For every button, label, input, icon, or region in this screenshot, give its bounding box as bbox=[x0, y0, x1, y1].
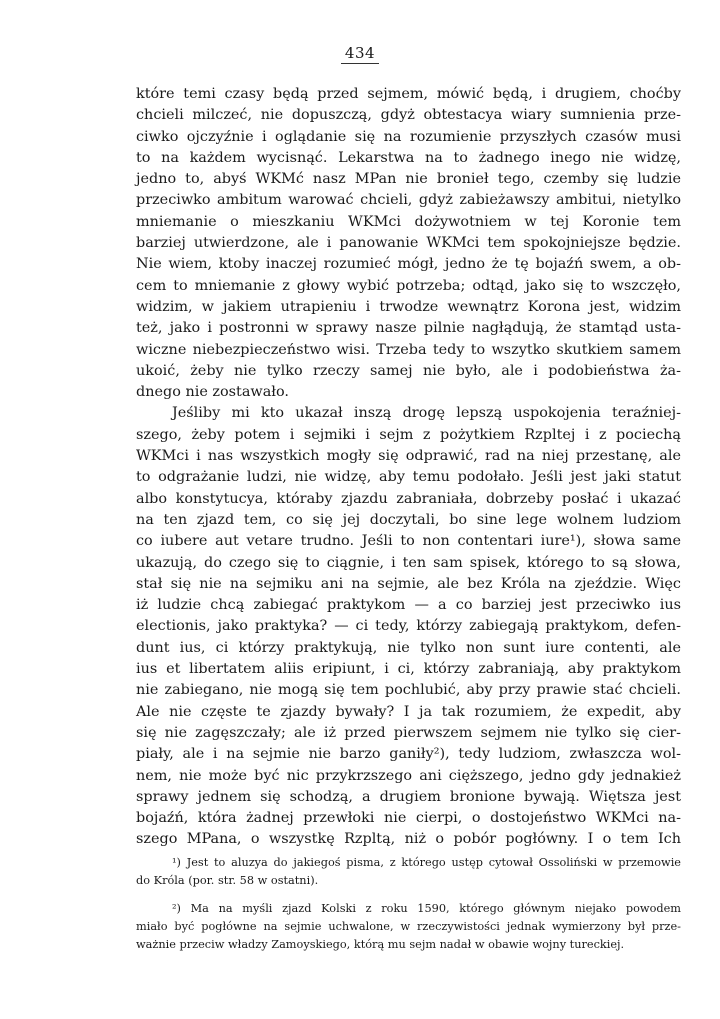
page-number bbox=[0, 44, 720, 64]
text-line: cem to mniemanie z głowy wybić potrzeba; odtąd, jako się to wszczęło, bbox=[136, 277, 681, 294]
footnote-1: ¹) Jest to aluzya do jakiegoś pisma, z którego ustęp cytował Ossoliński w przemowie bbox=[172, 856, 681, 869]
text-line: albo konstytucya, któraby zjazdu zabraniała, dobrzeby posłać i ukazać bbox=[136, 490, 681, 507]
text-line: barziej utwierdzone, ale i panowanie WKMci tem spokojniejsze będzie. bbox=[136, 235, 681, 252]
text-line: ukoić, żeby nie tylko rzeczy samej nie było, ale i podobieństwa ża- bbox=[136, 362, 681, 379]
text-line: dunt ius, ci którzy praktykują, nie tylko non sunt iure contenti, ale bbox=[136, 639, 681, 656]
text-line: stał się nie na sejmiku ani na sejmie, ale bez Króla na zjeździe. Więc bbox=[136, 575, 681, 592]
text-line: się nie zagęszczały; ale iż przed pierwszem sejmem nie tylko się cier- bbox=[136, 724, 681, 741]
text-line: wiczne niebezpieczeństwo wisi. Trzeba tedy to wszytko skutkiem samem bbox=[136, 341, 681, 358]
text-line: sprawy jednem się schodzą, a drugiem bronione bywają. Więtsza jest bbox=[136, 788, 681, 805]
text-line: które temi czasy będą przed sejmem, mówić będą, i drugiem, choćby bbox=[136, 86, 681, 102]
footnote-2-continuation: miało być pogłówne na sejmie uchwalone, w rzeczywistości jednak wymierzony był prze- bbox=[136, 920, 681, 933]
text-line: WKMci i nas wszystkich mogły się odprawić, rad na niej przestanę, ale bbox=[136, 448, 681, 465]
text-line: przeciwko ambitum warować chcieli, gdyż zabieżawszy ambitui, nietylko bbox=[136, 192, 681, 209]
text-line: to na każdem wycisnąć. Lekarstwa na to żadnego inego nie widzę, bbox=[136, 149, 681, 166]
text-line: to odgrażanie ludzi, nie widzę, aby temu podołało. Jeśli jest jaki statut bbox=[136, 469, 681, 486]
paragraph-start-line: Jeśliby mi kto ukazał inszą drogę lepszą uspokojenia teraźniej- bbox=[172, 405, 681, 422]
text-line: widzim, w jakiem utrapieniu i trwodze wewnątrz Korona jest, widzim bbox=[136, 298, 681, 315]
text-line: jedno to, abyś WKMć nasz MPan nie bronieł tego, czemby się ludzie bbox=[136, 171, 681, 188]
text-line: nem, nie może być nic przykrzszego ani cięższego, jedno gdy jednakież bbox=[136, 767, 681, 784]
text-line: ius et libertatem aliis eripiunt, i ci, którzy zabraniają, aby praktykom bbox=[136, 661, 681, 678]
text-line: co iubere aut vetare trudno. Jeśli to non contentari iure¹), słowa same bbox=[136, 533, 681, 550]
text-line: na ten zjazd tem, co się jej doczytali, bo sine lege wolnem ludziom bbox=[136, 511, 681, 528]
footnote-2-continuation: ważnie przeciw władzy Zamoyskiego, którą mu sejm nadał w obawie wojny tureckiej. bbox=[136, 938, 625, 951]
text-line: mniemanie o mieszkaniu WKMci dożywotniem w tej Koronie tem bbox=[136, 213, 681, 230]
text-line: Nie wiem, ktoby inaczej rozumieć mógł, jedno że tę bojaźń swem, a ob- bbox=[136, 256, 681, 273]
text-line: szego MPana, o wszystkę Rzpltą, niż o pobór pogłówny. I o tem Ich bbox=[136, 831, 681, 848]
body-text bbox=[136, 84, 681, 851]
text-line: szego, żeby potem i sejmiki i sejm z pożytkiem Rzpltej i z pociechą bbox=[136, 426, 681, 443]
footnote-1-continuation: do Króla (por. str. 58 w ostatni). bbox=[136, 874, 319, 887]
text-line: chcieli milczeć, nie dopuszczą, gdyż obtestacya wiary sumnienia prze- bbox=[136, 107, 681, 124]
text-line: ciwko ojczyźnie i oglądanie się na rozumienie przyszłych czasów musi bbox=[136, 128, 681, 145]
text-line: dnego nie zostawało. bbox=[136, 384, 289, 401]
text-line: electionis, jako praktyka? — ci tedy, którzy zabiegają praktykom, defen- bbox=[136, 618, 681, 635]
text-line: iż ludzie chcą zabiegać praktykom — a co barziej jest przeciwko ius bbox=[136, 597, 681, 614]
text-line: Ale nie częste te zjazdy bywały? I ja tak rozumiem, że expedit, aby bbox=[136, 703, 681, 720]
text-line: bojaźń, która żadnej przewłoki nie cierpi, o dostojeństwo WKMci na- bbox=[136, 810, 681, 827]
footnotes bbox=[136, 854, 681, 954]
footnote-2: ²) Ma na myśli zjazd Kolski z roku 1590, którego głównym niejako powodem bbox=[172, 902, 681, 915]
text-line: nie zabiegano, nie mogą się tem pochlubić, aby przy prawie stać chcieli. bbox=[136, 682, 681, 699]
page-number-text: 434 bbox=[341, 44, 379, 64]
text-line: piały, ale i na sejmie nie barzo ganiły²), tedy ludziom, zwłaszcza wol- bbox=[136, 746, 681, 763]
text-line: też, jako i postronni w sprawy nasze pilnie nagłądują, że stamtąd usta- bbox=[136, 320, 681, 337]
text-line: ukazują, do czego się to ciągnie, i ten sam spisek, którego to są słowa, bbox=[136, 554, 681, 571]
